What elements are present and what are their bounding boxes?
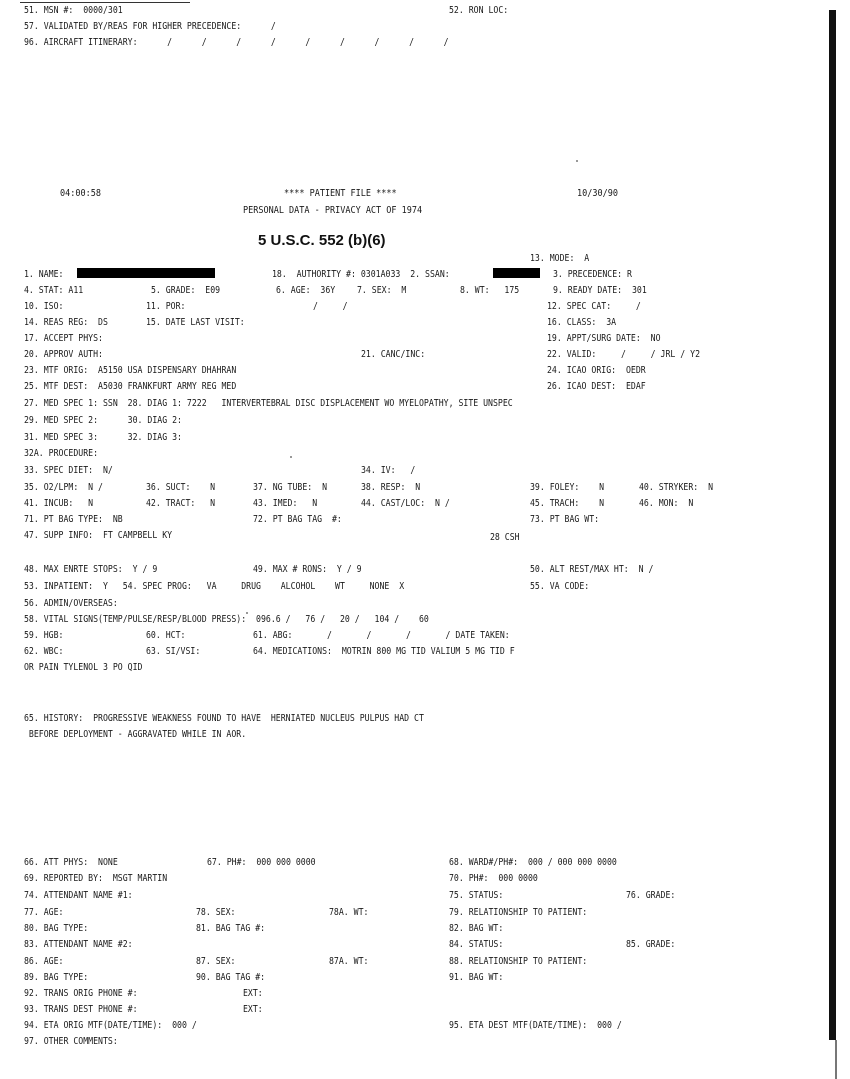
redaction-bar-ssan [493,268,540,278]
field-5-grade: 5. GRADE: E09 [151,285,221,296]
field-93-ext: EXT: [243,1004,263,1015]
field-8-wt: 8. WT: 175 [460,285,520,296]
field-56-admin-overseas: 56. ADMIN/OVERSEAS: [24,598,118,609]
field-87a-wt: 87A. WT: [329,956,369,967]
top-rule [20,2,190,3]
field-63-si-vsi: 63. SI/VSI: [146,646,201,657]
field-79-relationship: 79. RELATIONSHIP TO PATIENT: [449,907,588,918]
field-81-bag-tag: 81. BAG TAG #: [196,923,266,934]
field-47-supp-info-unit: 28 CSH [490,532,520,543]
field-39-foley: 39. FOLEY: N [530,482,605,493]
field-66-att-phys: 66. ATT PHYS: NONE [24,857,118,868]
field-69-reported-by: 69. REPORTED BY: MSGT MARTIN [24,873,168,884]
field-21-canc-inc: 21. CANC/INC: [361,349,426,360]
field-83-attendant-name-2: 83. ATTENDANT NAME #2: [24,939,133,950]
scan-edge-shadow-lower [835,1040,837,1079]
field-50-alt-rest: 50. ALT REST/MAX HT: N / [530,564,654,575]
field-23-mtf-orig: 23. MTF ORIG: A5150 USA DISPENSARY DHAHRAN [24,365,237,376]
field-88-relationship: 88. RELATIONSHIP TO PATIENT: [449,956,588,967]
field-75-status: 75. STATUS: [449,890,504,901]
field-73-pt-bag-wt: 73. PT BAG WT: [530,514,600,525]
field-57-validated-by: 57. VALIDATED BY/REAS FOR HIGHER PRECEDENCE: / [24,21,276,32]
field-46-mon: 46. MON: N [639,498,694,509]
field-24-icao-orig: 24. ICAO ORIG: OEDR [547,365,646,376]
field-49-max-rons: 49. MAX # RONS: Y / 9 [253,564,362,575]
field-27-med-spec-1: 27. MED SPEC 1: SSN 28. DIAG 1: 7222 INTERVERTEBRAL DISC DISPLACEMENT WO MYELOPATHY, SITE UNSPEC [24,398,513,409]
field-55-va-code: 55. VA CODE: [530,581,590,592]
scan-speck [246,612,248,614]
privacy-act-notice: PERSONAL DATA - PRIVACY ACT OF 1974 [243,205,423,216]
field-86-age: 86. AGE: [24,956,64,967]
field-82-bag-wt: 82. BAG WT: [449,923,504,934]
field-12-spec-cat: 12. SPEC CAT: / [547,301,641,312]
field-37-ng-tube: 37. NG TUBE: N [253,482,328,493]
field-41-incub: 41. INCUB: N [24,498,94,509]
field-40-stryker: 40. STRYKER: N [639,482,714,493]
field-44-cast-loc: 44. CAST/LOC: N / [361,498,450,509]
field-90-bag-tag: 90. BAG TAG #: [196,972,266,983]
field-67-ph: 67. PH#: 000 000 0000 [207,857,316,868]
field-38-resp: 38. RESP: N [361,482,421,493]
field-29-med-spec-2: 29. MED SPEC 2: 30. DIAG 2: [24,415,182,426]
field-85-grade: 85. GRADE: [626,939,676,950]
field-60-hct: 60. HCT: [146,630,186,641]
field-71-pt-bag-type: 71. PT BAG TYPE: NB [24,514,123,525]
field-36-suct: 36. SUCT: N [146,482,216,493]
field-95-eta-dest-mtf: 95. ETA DEST MTF(DATE/TIME): 000 / [449,1020,622,1031]
field-3-precedence: 3. PRECEDENCE: R [553,269,632,280]
field-9-ready-date: 9. READY DATE: 301 [553,285,647,296]
field-92-ext: EXT: [243,988,263,999]
field-14-reas-reg: 14. REAS REG: DS [24,317,108,328]
field-47-supp-info: 47. SUPP INFO: FT CAMPBELL KY [24,530,173,541]
field-87-sex: 87. SEX: [196,956,236,967]
field-31-med-spec-3: 31. MED SPEC 3: 32. DIAG 3: [24,432,182,443]
field-48-max-enrte-stops: 48. MAX ENRTE STOPS: Y / 9 [24,564,158,575]
redaction-bar-name [77,268,215,278]
field-11-por: 11. POR: [146,301,186,312]
field-45-trach: 45. TRACH: N [530,498,605,509]
field-10-iso: 10. ISO: [24,301,64,312]
field-51-msn: 51. MSN #: 0000/301 [24,5,123,16]
field-6-age: 6. AGE: 36Y [276,285,336,296]
report-title: **** PATIENT FILE **** [284,188,397,199]
field-52-ron-loc: 52. RON LOC: [449,5,509,16]
field-35-o2-lpm: 35. O2/LPM: N / [24,482,103,493]
field-33-spec-diet: 33. SPEC DIET: N/ [24,465,113,476]
field-80-bag-type: 80. BAG TYPE: [24,923,89,934]
field-78-sex: 78. SEX: [196,907,236,918]
field-4-stat: 4. STAT: A11 [24,285,84,296]
field-65-history-cont: BEFORE DEPLOYMENT - AGGRAVATED WHILE IN AOR. [24,729,247,740]
field-42-tract: 42. TRACT: N [146,498,216,509]
field-58-vital-signs: 58. VITAL SIGNS(TEMP/PULSE/RESP/BLOOD PRESS): 096.6 / 76 / 20 / 104 / 60 [24,614,429,625]
field-77-age: 77. AGE: [24,907,64,918]
field-19-appt-surg-date: 19. APPT/SURG DATE: NO [547,333,661,344]
field-92-trans-orig-phone: 92. TRANS ORIG PHONE #: [24,988,138,999]
field-1-name-label: 1. NAME: [24,269,64,280]
field-96-aircraft-itinerary: 96. AIRCRAFT ITINERARY: / / / / / / / / / [24,37,449,48]
foia-exemption-stamp: 5 U.S.C. 552 (b)(6) [258,232,386,249]
field-22-valid: 22. VALID: / / JRL / Y2 [547,349,701,360]
field-11-por-value: / / [313,301,348,312]
field-26-icao-dest: 26. ICAO DEST: EDAF [547,381,646,392]
field-93-trans-dest-phone: 93. TRANS DEST PHONE #: [24,1004,138,1015]
field-25-mtf-dest: 25. MTF DEST: A5030 FRANKFURT ARMY REG MED [24,381,237,392]
field-61-abg: 61. ABG: / / / / DATE TAKEN: [253,630,510,641]
field-64-medications: 64. MEDICATIONS: MOTRIN 800 MG TID VALIUM 5 MG TID F [253,646,515,657]
field-72-pt-bag-tag: 72. PT BAG TAG #: [253,514,342,525]
field-62-wbc: 62. WBC: [24,646,64,657]
field-97-other-comments: 97. OTHER COMMENTS: [24,1036,118,1047]
field-53-inpatient: 53. INPATIENT: Y 54. SPEC PROG: VA DRUG ALCOHOL WT NONE X [24,581,405,592]
scan-speck [576,160,578,162]
field-7-sex: 7. SEX: M [357,285,407,296]
field-84-status: 84. STATUS: [449,939,504,950]
field-94-eta-orig-mtf: 94. ETA ORIG MTF(DATE/TIME): 000 / [24,1020,197,1031]
field-64-medications-cont: OR PAIN TYLENOL 3 PO QID [24,662,143,673]
field-34-iv: 34. IV: / [361,465,416,476]
field-70-ph: 70. PH#: 000 0000 [449,873,538,884]
field-65-history: 65. HISTORY: PROGRESSIVE WEAKNESS FOUND TO HAVE HERNIATED NUCLEUS PULPUS HAD CT [24,713,424,724]
report-date: 10/30/90 [577,188,618,199]
field-16-class: 16. CLASS: 3A [547,317,617,328]
field-43-imed: 43. IMED: N [253,498,318,509]
field-59-hgb: 59. HGB: [24,630,64,641]
field-13-mode: 13. MODE: A [530,253,590,264]
field-78a-wt: 78A. WT: [329,907,369,918]
field-17-accept-phys: 17. ACCEPT PHYS: [24,333,103,344]
field-68-ward-ph: 68. WARD#/PH#: 000 / 000 000 0000 [449,857,617,868]
field-91-bag-wt: 91. BAG WT: [449,972,504,983]
field-32a-procedure: 32A. PROCEDURE: [24,448,99,459]
field-74-attendant-name-1: 74. ATTENDANT NAME #1: [24,890,133,901]
field-15-date-last-visit: 15. DATE LAST VISIT: [146,317,245,328]
field-89-bag-type: 89. BAG TYPE: [24,972,89,983]
field-20-approv-auth: 20. APPROV AUTH: [24,349,103,360]
scan-edge-shadow [829,10,836,1040]
field-18-authority: 18. AUTHORITY #: 0301A033 2. SSAN: [272,269,450,280]
field-76-grade: 76. GRADE: [626,890,676,901]
scan-speck [290,456,292,458]
print-time: 04:00:58 [60,188,101,199]
